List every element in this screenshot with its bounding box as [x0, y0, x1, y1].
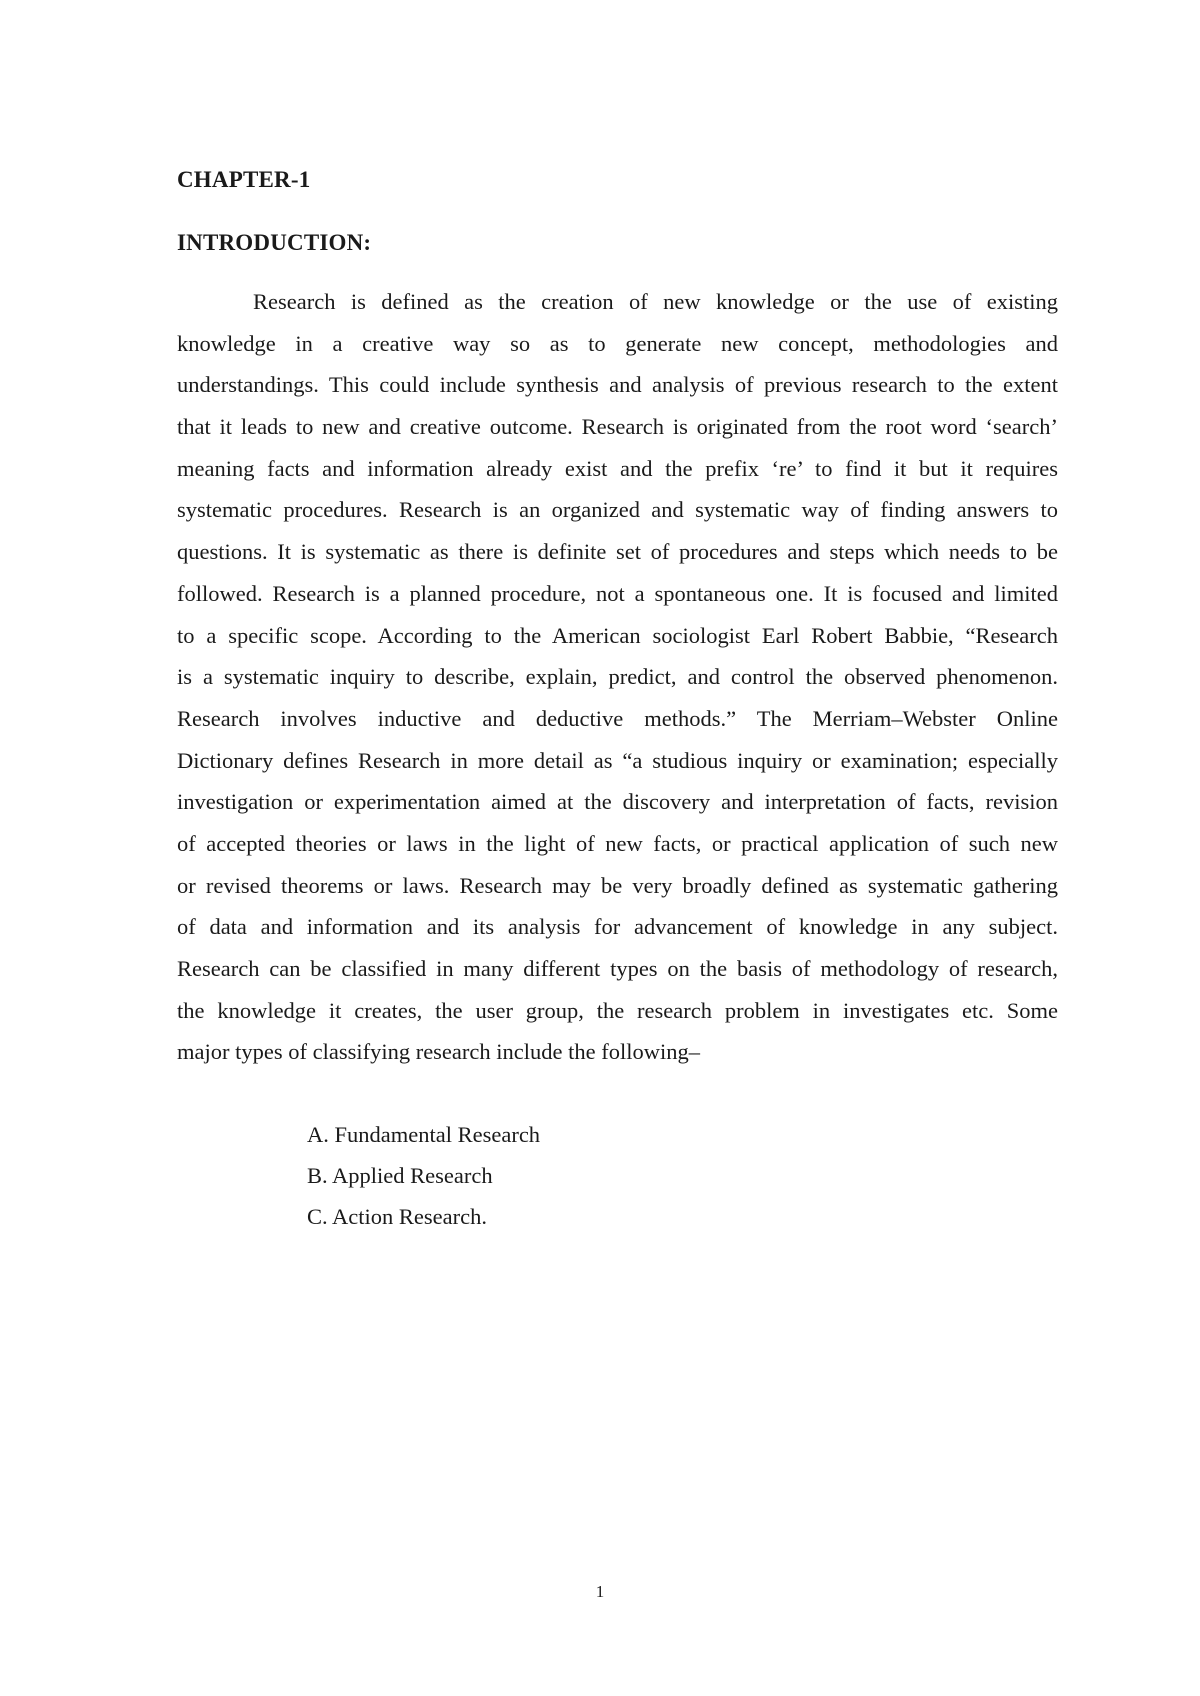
paragraph-line: meaning facts and information already exist and the prefix ‘re’ to find it but it requires — [177, 455, 1058, 481]
paragraph-line: knowledge in a creative way so as to generate new concept, methodologies and — [177, 330, 1058, 356]
paragraph-line: understandings. This could include synthesis and analysis of previous research to the extent — [177, 372, 1058, 398]
section-title: INTRODUCTION: — [177, 230, 372, 255]
paragraph-line: investigation or experimentation aimed at the discovery and interpretation of facts, revision — [177, 789, 1058, 815]
paragraph-line: of data and information and its analysis for advancement of knowledge in any subject. — [177, 914, 1058, 940]
paragraph-line: Research can be classified in many different types on the basis of methodology of research, — [177, 956, 1058, 981]
paragraph-line: major types of classifying research include the following– — [177, 1039, 700, 1065]
paragraph-line: followed. Research is a planned procedure, not a spontaneous one. It is focused and limited — [177, 580, 1058, 606]
list-item-action-research: C. Action Research. — [307, 1204, 487, 1229]
page-number: 1 — [595, 1582, 605, 1601]
list-item-applied-research: B. Applied Research — [307, 1163, 493, 1188]
paragraph-line: Dictionary defines Research in more detail as “a studious inquiry or examination; especially — [177, 747, 1058, 773]
paragraph-line: to a specific scope. According to the American sociologist Earl Robert Babbie, “Research — [177, 622, 1058, 648]
introduction-paragraph — [177, 281, 1058, 1073]
paragraph-line: is a systematic inquiry to describe, explain, predict, and control the observed phenomenon. — [177, 664, 1058, 690]
list-item-fundamental-research: A. Fundamental Research — [307, 1122, 541, 1147]
paragraph-line: Research involves inductive and deductive methods.” The Merriam–Webster Online — [177, 705, 1058, 731]
paragraph-line: questions. It is systematic as there is definite set of procedures and steps which needs to be — [177, 539, 1058, 565]
research-types-list — [307, 1114, 540, 1237]
paragraph-line: or revised theorems or laws. Research may be very broadly defined as systematic gathering — [177, 872, 1058, 898]
paragraph-line: systematic procedures. Research is an organized and systematic way of finding answers to — [177, 497, 1058, 523]
paragraph-line: the knowledge it creates, the user group, the research problem in investigates etc. Some — [177, 997, 1058, 1023]
paragraph-line: of accepted theories or laws in the light of new facts, or practical application of such new — [177, 830, 1058, 856]
paragraph-line: Research is defined as the creation of new knowledge or the use of existing — [253, 289, 1058, 314]
paragraph-line: that it leads to new and creative outcome. Research is originated from the root word ‘search’ — [177, 414, 1058, 440]
chapter-title: CHAPTER-1 — [177, 167, 311, 192]
